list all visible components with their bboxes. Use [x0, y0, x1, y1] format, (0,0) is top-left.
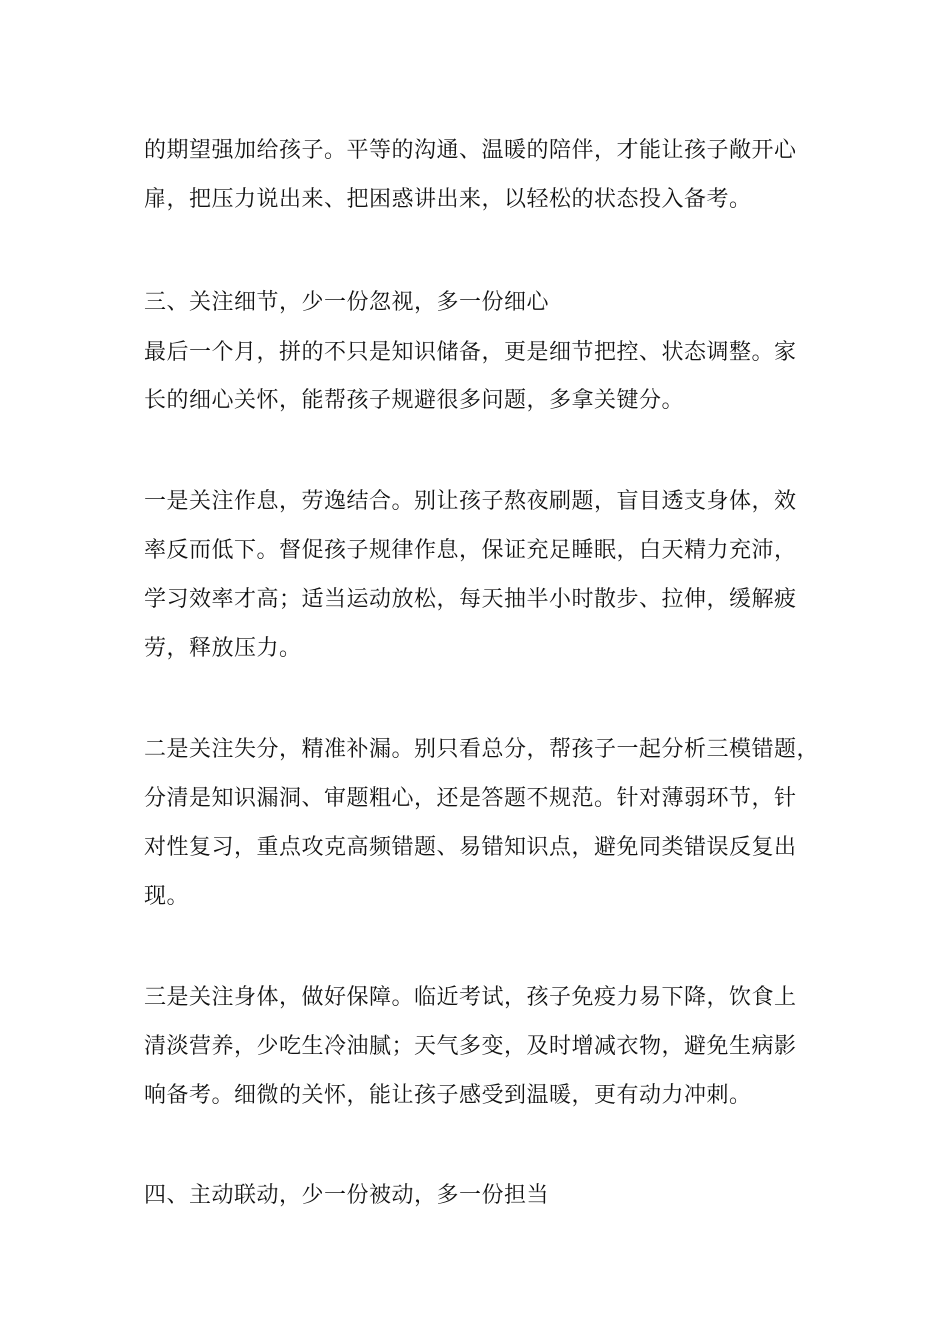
paragraph-line: 三是关注身体，做好保障。临近考试，孩子免疫力易下降，饮食上: [144, 985, 797, 1010]
paragraph-line: 率反而低下。督促孩子规律作息，保证充足睡眠，白天精力充沛，: [144, 538, 797, 563]
section-heading-three: 三、关注细节，少一份忽视，多一份细心: [144, 290, 550, 315]
paragraph-line: 现。: [144, 884, 190, 909]
paragraph-line: 扉，把压力说出来、把困惑讲出来，以轻松的状态投入备考。: [144, 187, 752, 212]
paragraph-line: 清淡营养，少吃生冷油腻；天气多变，及时增减衣物，避免生病影: [144, 1034, 797, 1059]
paragraph-line: 一是关注作息，劳逸结合。别让孩子熬夜刷题，盲目透支身体，效: [144, 489, 797, 514]
paragraph-line: 分清是知识漏洞、审题粗心，还是答题不规范。针对薄弱环节，针: [144, 786, 797, 811]
paragraph-line: 长的细心关怀，能帮孩子规避很多问题，多拿关键分。: [144, 388, 685, 413]
paragraph-line: 的期望强加给孩子。平等的沟通、温暖的陪伴，才能让孩子敞开心: [144, 138, 797, 163]
paragraph-line: 二是关注失分，精准补漏。别只看总分，帮孩子一起分析三模错题，: [144, 737, 820, 762]
paragraph-line: 学习效率才高；适当运动放松，每天抽半小时散步、拉伸，缓解疲: [144, 587, 797, 612]
paragraph-line: 劳，释放压力。: [144, 636, 302, 661]
paragraph-line: 响备考。细微的关怀，能让孩子感受到温暖，更有动力冲刺。: [144, 1083, 752, 1108]
paragraph-line: 最后一个月，拼的不只是知识储备，更是细节把控、状态调整。家: [144, 340, 797, 365]
paragraph-line: 对性复习，重点攻克高频错题、易错知识点，避免同类错误反复出: [144, 835, 797, 860]
section-heading-four: 四、主动联动，少一份被动，多一份担当: [144, 1183, 550, 1208]
